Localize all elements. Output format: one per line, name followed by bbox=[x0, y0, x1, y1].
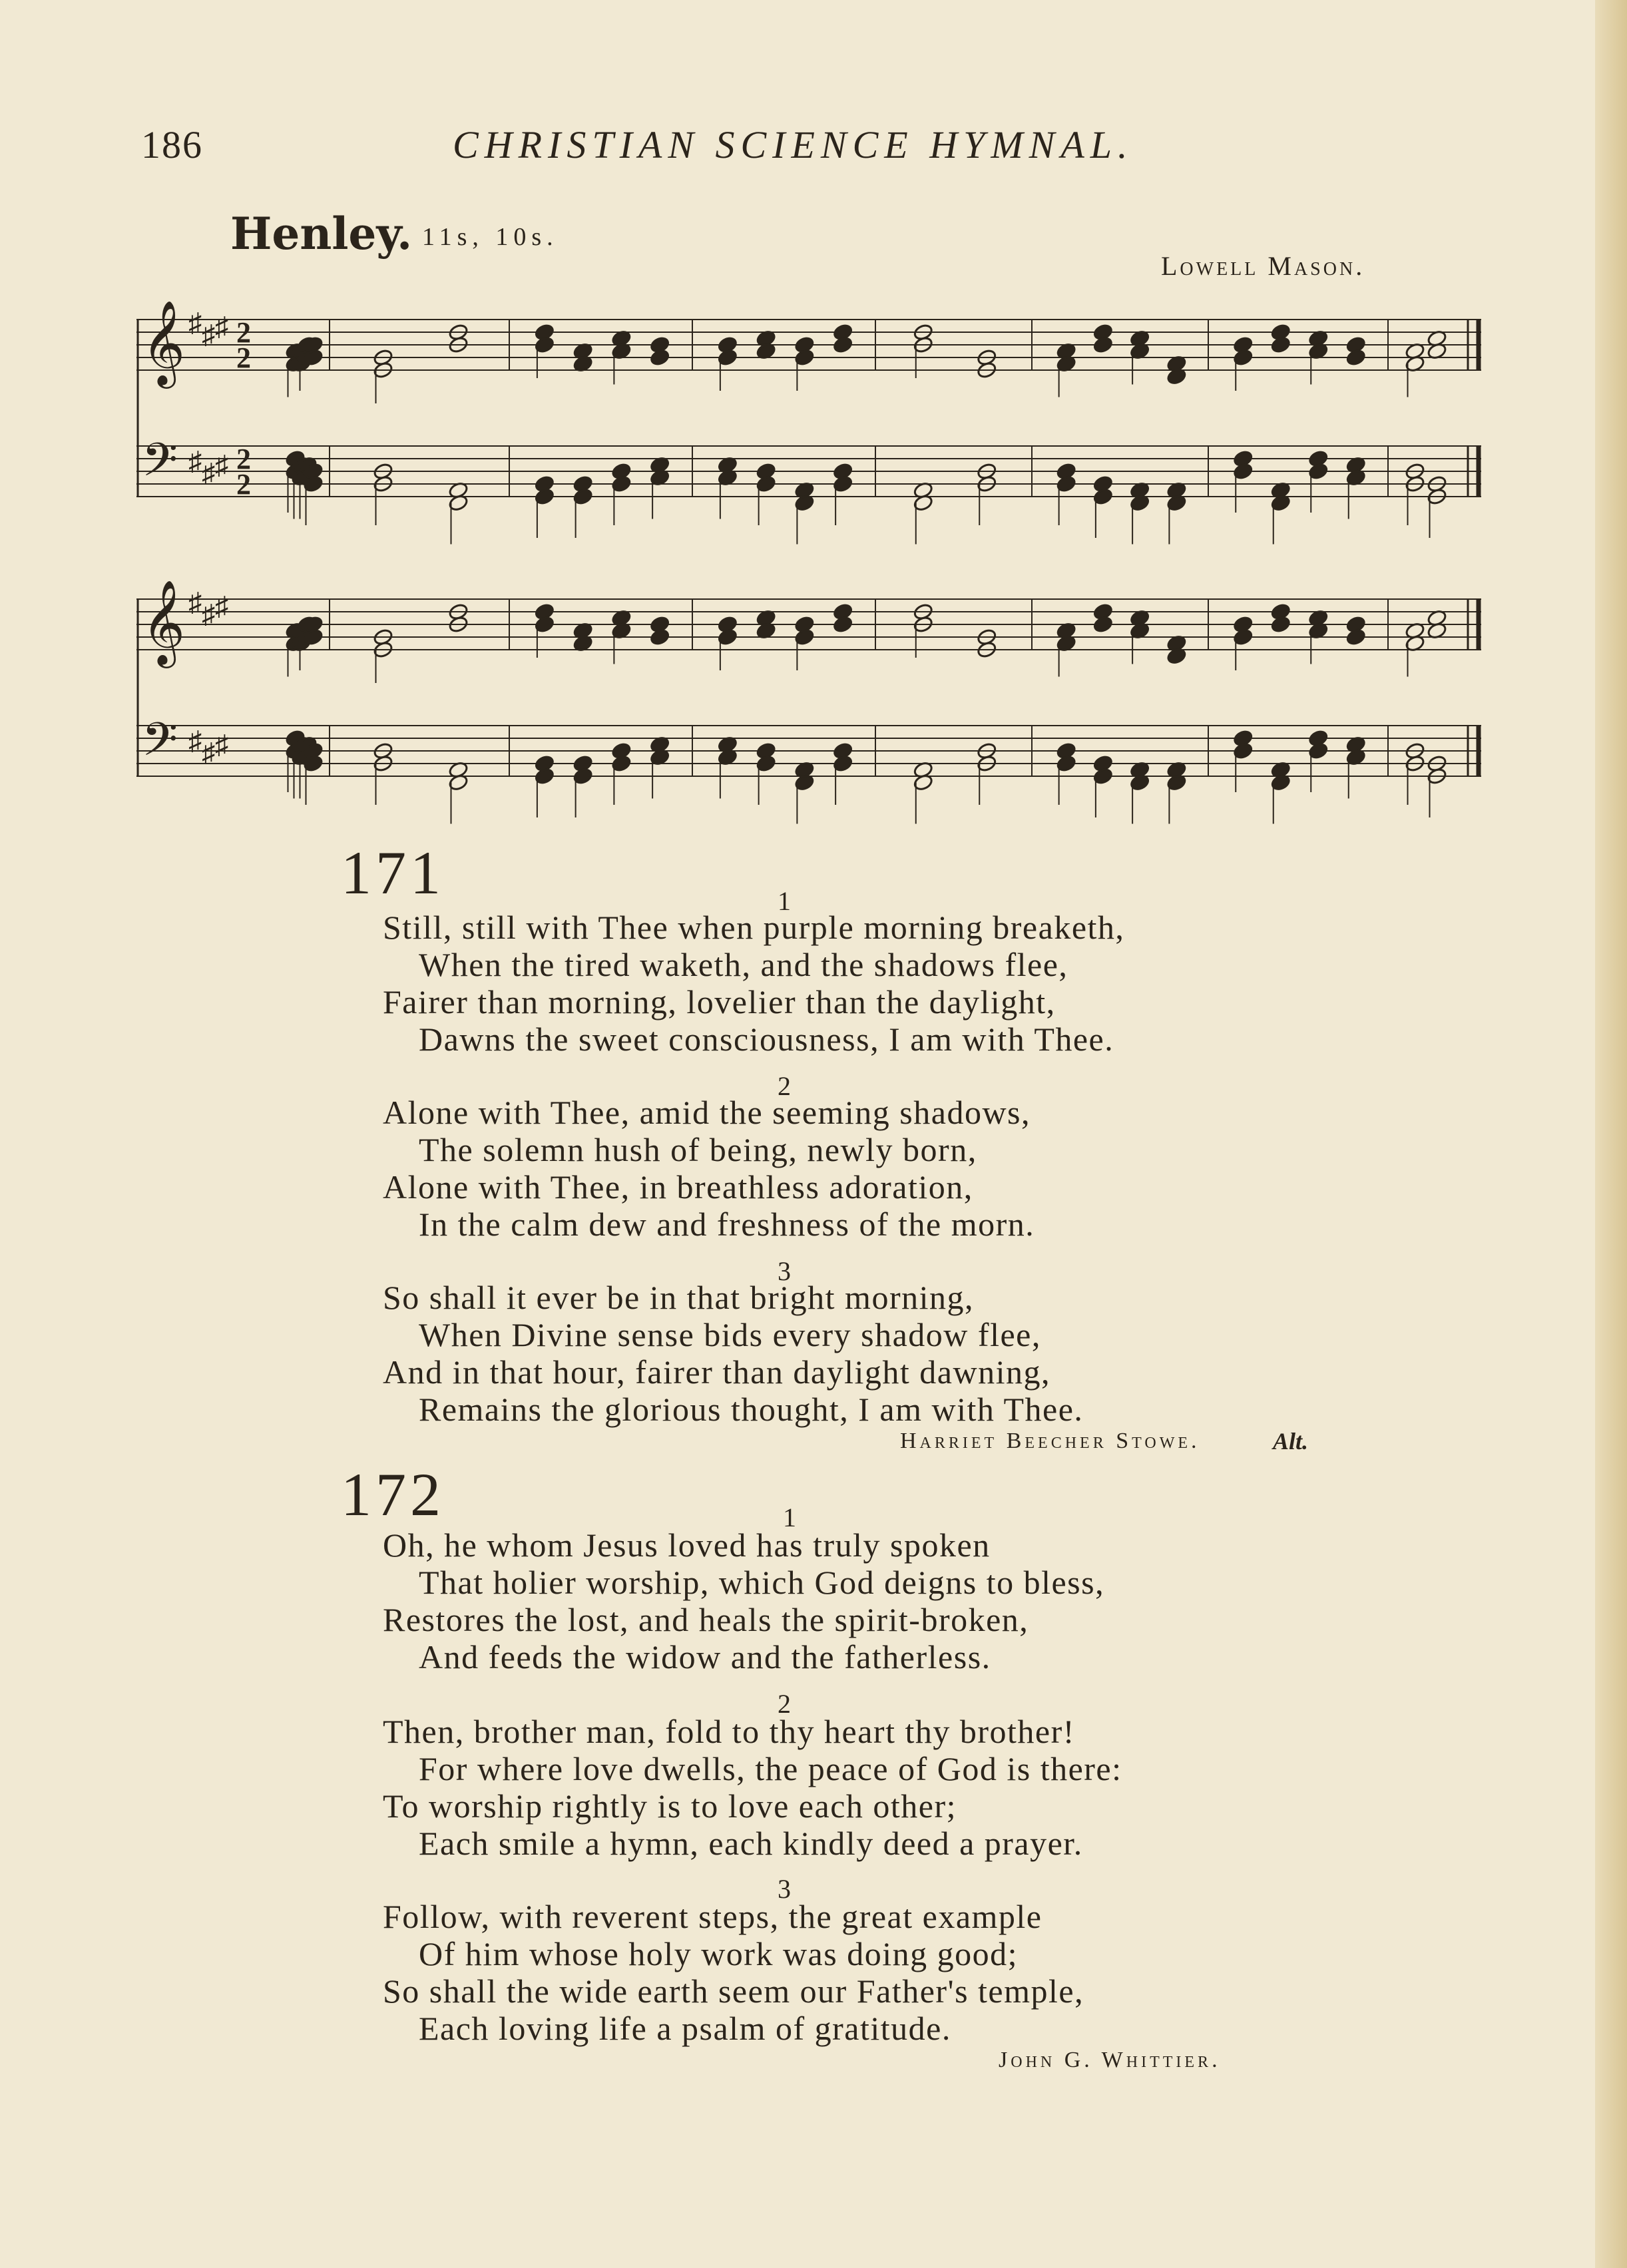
stanza-number: 1 bbox=[778, 886, 791, 916]
sharp-icon: ♯ bbox=[215, 450, 228, 480]
verse-line: So shall it ever be in that bright morning, bbox=[383, 1279, 974, 1316]
verse-line: Alone with Thee, amid the seeming shadows, bbox=[383, 1094, 1031, 1131]
note-head bbox=[650, 348, 670, 366]
tune-meter: 11s, 10s. bbox=[422, 223, 559, 251]
sharp-icon: ♯ bbox=[188, 308, 202, 338]
running-title: CHRISTIAN SCIENCE HYMNAL. bbox=[453, 123, 1134, 166]
verse-line: In the calm dew and freshness of the morn. bbox=[419, 1206, 1035, 1243]
verse-line: Alone with Thee, in breathless adoration, bbox=[383, 1168, 973, 1206]
page-edge bbox=[1595, 0, 1627, 2268]
stanza-number: 1 bbox=[783, 1502, 796, 1532]
verse-line: When the tired waketh, and the shadows flee, bbox=[419, 946, 1068, 983]
verse-line: The solemn hush of being, newly born, bbox=[419, 1131, 977, 1168]
note-head bbox=[1345, 348, 1366, 366]
stanza-number: 2 bbox=[778, 1689, 791, 1719]
hymn-number: 171 bbox=[341, 839, 445, 907]
note-head bbox=[833, 336, 853, 353]
note-head bbox=[1092, 615, 1113, 633]
verse-line: Then, brother man, fold to thy heart thy brother! bbox=[383, 1713, 1075, 1750]
sharp-icon: ♯ bbox=[202, 458, 215, 488]
sharp-icon: ♯ bbox=[188, 726, 202, 756]
note-head bbox=[833, 615, 853, 633]
verse-line: When Divine sense bids every shadow flee, bbox=[419, 1316, 1041, 1353]
verse-line: And feeds the widow and the fatherless. bbox=[419, 1638, 991, 1676]
sharp-icon: ♯ bbox=[188, 446, 202, 476]
bass-clef-icon: 𝄢 bbox=[142, 433, 178, 498]
time-signature: 2 bbox=[236, 316, 251, 349]
page-number: 186 bbox=[141, 123, 203, 166]
sharp-icon: ♯ bbox=[215, 591, 228, 621]
verse-line: Each smile a hymn, each kindly deed a prayer. bbox=[419, 1825, 1083, 1862]
music-score-graphic bbox=[136, 572, 1488, 839]
composer: Lowell Mason. bbox=[1161, 251, 1365, 281]
sharp-icon: ♯ bbox=[188, 587, 202, 617]
music-system-1 bbox=[136, 293, 1488, 559]
verse-line: Dawns the sweet consciousness, I am with Thee. bbox=[419, 1021, 1114, 1058]
note-head bbox=[1270, 336, 1291, 353]
sharp-icon: ♯ bbox=[215, 730, 228, 760]
verse-line: Of him whose holy work was doing good; bbox=[419, 1935, 1018, 1972]
sharp-icon: ♯ bbox=[202, 599, 215, 629]
verse-line: Remains the glorious thought, I am with Thee. bbox=[419, 1391, 1084, 1428]
sharp-icon: ♯ bbox=[202, 320, 215, 349]
verse-line: For where love dwells, the peace of God is there: bbox=[419, 1750, 1122, 1787]
treble-clef-icon: 𝄞 bbox=[142, 300, 186, 385]
stanza-number: 3 bbox=[778, 1874, 791, 1904]
time-signature: 2 bbox=[236, 341, 251, 374]
note-head bbox=[650, 628, 670, 646]
verse-line: So shall the wide earth seem our Father's temple, bbox=[383, 1972, 1084, 2010]
time-signature: 2 bbox=[236, 443, 251, 475]
hymn-author: John G. Whittier. bbox=[999, 2048, 1221, 2072]
stanza-number: 3 bbox=[778, 1256, 791, 1286]
sharp-icon: ♯ bbox=[202, 738, 215, 768]
hymn-author: Harriet Beecher Stowe. bbox=[900, 1429, 1200, 1453]
verse-line: Still, still with Thee when purple morning breaketh, bbox=[383, 909, 1125, 946]
verse-line: Follow, with reverent steps, the great example bbox=[383, 1898, 1043, 1935]
time-signature: 2 bbox=[236, 468, 251, 501]
verse-line: Each loving life a psalm of gratitude. bbox=[419, 2010, 951, 2047]
alteration-note: Alt. bbox=[1273, 1428, 1309, 1455]
sharp-icon: ♯ bbox=[215, 312, 228, 341]
music-score-graphic bbox=[136, 293, 1488, 559]
verse-line: And in that hour, fairer than daylight dawning, bbox=[383, 1353, 1050, 1391]
verse-line: Restores the lost, and heals the spirit-broken, bbox=[383, 1601, 1029, 1638]
treble-clef-icon: 𝄞 bbox=[142, 579, 186, 664]
tune-name: Henley. bbox=[230, 208, 413, 260]
verse-line: To worship rightly is to love each other; bbox=[383, 1787, 957, 1825]
stanza-number: 2 bbox=[778, 1071, 791, 1101]
hymn-number: 172 bbox=[341, 1461, 445, 1528]
verse-line: Oh, he whom Jesus loved has truly spoken bbox=[383, 1526, 991, 1564]
note-head bbox=[1345, 628, 1366, 646]
bass-clef-icon: 𝄢 bbox=[142, 712, 178, 778]
verse-line: Fairer than morning, lovelier than the daylight, bbox=[383, 983, 1056, 1021]
note-head bbox=[1270, 615, 1291, 633]
verse-line: That holier worship, which God deigns to bless, bbox=[419, 1564, 1105, 1601]
music-system-2 bbox=[136, 572, 1488, 839]
note-head bbox=[1092, 336, 1113, 353]
